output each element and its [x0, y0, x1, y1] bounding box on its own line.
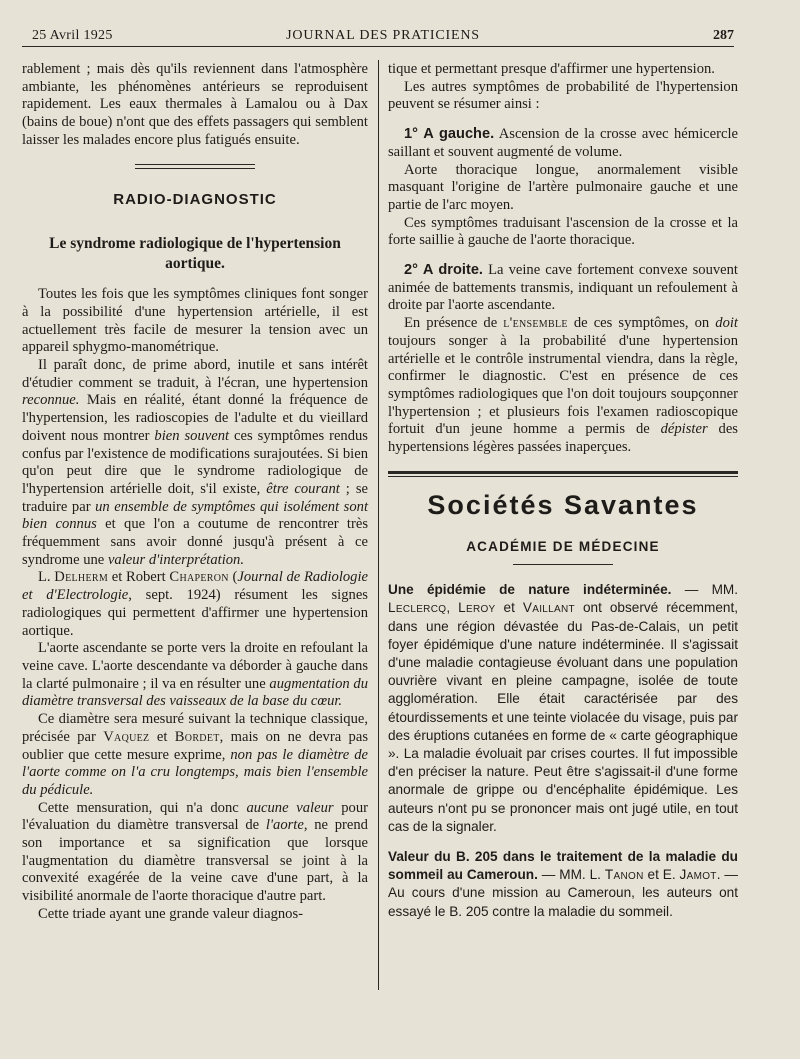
- section-heading: RADIO-DIAGNOSTIC: [113, 190, 277, 208]
- issue-date: 25 Avril 1925: [32, 28, 113, 43]
- article-title: Une épidémie de nature indéterminée.: [388, 582, 672, 598]
- article-title: Le syndrome radiologique de l'hypertension aortique.: [49, 235, 341, 273]
- paragraph: Cette mensuration, qui n'a donc aucune valeur pour l'évaluation du diamètre transversal de l'aorte, ne prend son importance et sa signification que lorsque l'augmentation du diamètre transversal se joint à la convexité exagérée de la veine cave d'une part, à la visibilité anormale de l'aorte thoracique d'autre part.: [22, 799, 368, 905]
- left-column: [22, 61, 368, 924]
- paragraph: Il paraît donc, de prime abord, inutile et sans intérêt d'étudier comment se traduit, à l'écran, une hypertension reconnue. Mais en réalité, étant donné la fréquence de l'hypertension, les radioscopies de l'adulte et du vieillard doivent nous montrer bien souvent ces symptômes rendus confus par l'existence de modifications surajoutées. Si bien qu'on peut dire que le syndrome radiologique de l'hypertension artérielle doit, s'il existe, être courant ; se traduire par un ensemble de symptômes qui isolément sont bien connus et que l'on a coutume de rencontrer très fréquemment sans avoir donné jusqu'à présent à ce syndrome une valeur d'interprétation.: [22, 357, 368, 568]
- journal-title: JOURNAL DES PRATICIENS: [286, 28, 480, 43]
- paragraph: Aorte thoracique longue, anormalement visible masquant l'origine de l'artère pulmonaire gauche et une partie de l'arc moyen.: [388, 161, 738, 213]
- running-head: [32, 24, 734, 44]
- subsection-heading: ACADÉMIE DE MÉDECINE: [466, 539, 660, 555]
- paragraph: En présence de l'ensemble de ces symptômes, on doit toujours songer à la probabilité d'une hypertension artérielle et le contrôle instrumental viendra, dans la règle, confirmer le diagnostic. C'est en présence de ces symptômes radiologiques que l'on doit toujours soupçonner l'hypertension ; et plusieurs fois l'examen radioscopique fortuit d'un jeune homme a permis de dépister des hypertensions légères passées inaperçues.: [388, 315, 738, 456]
- paragraph: Les autres symptômes de probabilité de l'hypertension peuvent se résumer ainsi :: [388, 78, 738, 113]
- right-column: [388, 61, 738, 921]
- article-title: Valeur du B. 205 dans le traitement de la maladie du sommeil au Cameroun.: [388, 849, 738, 883]
- paragraph: L'aorte ascendante se porte vers la droite en refoulant la veine cave. L'aorte descendante va déborder à gauche dans la clarté pulmonaire ; il va en résulter une augmentation du diamètre transversal des vaisseaux de la base du cœur.: [22, 640, 368, 710]
- section-separator-thick: [388, 471, 738, 477]
- paragraph: Toutes les fois que les symptômes cliniques font songer à la possibilité d'une hypertension artérielle, il est actuellement très facile de mesurer la tension avec un appareil sphygmo-manométrique.: [22, 286, 368, 356]
- subsection-rule: [513, 564, 613, 565]
- section-separator: [135, 164, 255, 169]
- header-rule: [22, 46, 734, 47]
- column-divider: [378, 60, 379, 990]
- page-number: 287: [713, 28, 734, 43]
- paragraph: Cette triade ayant une grande valeur diagnos-: [38, 905, 304, 922]
- article-epidemie: Une épidémie de nature indéterminée. — MM. Leclercq, Leroy et Vaillant ont observé récemment, dans une région dévastée du Pas-de-Calais, un petit foyer épidémique d'une nature indéterminée. Il s'agissait d'une maladie contagieuse évoluant dans une population ouvrière vivant en pleine campagne, isolée de toute agglomération. Elle était caractérisée par des étourdissements et une teinte violacée du visage, puis par des éruptions cutanées en forme de « carte géographique ». La maladie évoluait par crises courtes. Il fut impossible d'en préciser la nature. Peut être s'agissait-il d'une forme anormale de grippe ou d'encéphalite épidémique. Les auteurs n'ont pu se prononcer mais ont jugé utile, en tout cas de la signaler.: [388, 582, 739, 834]
- paragraph: L. Delherm et Robert Chaperon (Journal de Radiologie et d'Electrologie, sept. 1924) résument les signes radiologiques qui permettent d'affirmer une hypertension aortique.: [22, 569, 369, 639]
- paragraph: Ces symptômes traduisant l'ascension de la crosse et la forte saillie à gauche de l'aorte thoracique.: [388, 214, 738, 249]
- article-b205: Valeur du B. 205 dans le traitement de la maladie du sommeil au Cameroun. — MM. L. Tanon et E. Jamot. — Au cours d'une mission au Cameroun, les auteurs ont essayé le B. 205 contre la maladie du sommeil.: [388, 849, 739, 919]
- paragraph-continued: rablement ; mais dès qu'ils reviennent dans l'atmosphère ambiante, les phénomènes antérieurs se reproduisent rapidement. Les eaux thermales à Lamalou ou à Dax (bains de boue) n'ont que des effets passagers qui semblent laisser les malades encore plus fatigués ensuite.: [22, 61, 368, 148]
- numbered-item-left: 1° A gauche. Ascension de la crosse avec hémicercle saillant et souvent augmenté de volume.: [388, 126, 738, 160]
- section-title-societes: Sociétés Savantes: [427, 489, 699, 520]
- paragraph: Ce diamètre sera mesuré suivant la technique classique, précisée par Vaquez et Bordet, mais on ne devra pas oublier que cette mesure exprime, non pas le diamètre de l'aorte comme on l'a cru longtemps, mais bien l'ensemble du pédicule.: [22, 711, 369, 798]
- numbered-item-right: 2° A droite. La veine cave fortement convexe souvent animée de battements transmis, indiquant un refoulement à droite par l'aorte ascendante.: [388, 262, 738, 314]
- paragraph-continued: tique et permettant presque d'affirmer une hypertension.: [388, 61, 715, 77]
